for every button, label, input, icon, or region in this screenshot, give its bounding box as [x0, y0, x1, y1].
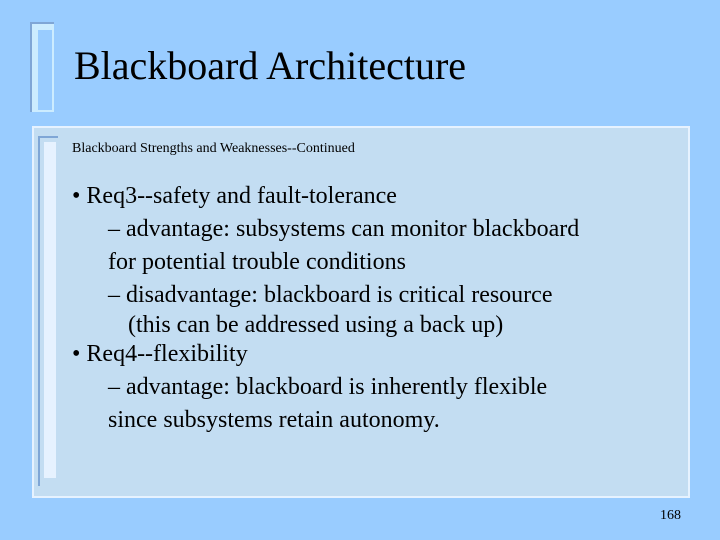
slide-subtitle: Blackboard Strengths and Weaknesses--Continued	[72, 141, 355, 156]
slide-title: Blackboard Architecture	[74, 43, 467, 88]
req3-disadvantage-line-1: – disadvantage: blackboard is critical resource	[108, 282, 553, 308]
slide-body	[72, 180, 672, 437]
page-number: 168	[660, 508, 681, 523]
req4-advantage-line-1: – advantage: blackboard is inherently flexible	[108, 374, 548, 400]
title-accent-bar	[30, 22, 54, 112]
bullet-req3: • Req3--safety and fault-tolerance	[72, 183, 397, 209]
req3-advantage-line-1: – advantage: subsystems can monitor blackboard	[108, 216, 580, 242]
req3-advantage-line-2: for potential trouble conditions	[108, 249, 406, 275]
panel-accent-bar	[38, 136, 58, 486]
req3-disadvantage-line-2: (this can be addressed using a back up)	[128, 312, 504, 338]
req4-advantage-line-2: since subsystems retain autonomy.	[108, 407, 440, 433]
bullet-req4: • Req4--flexibility	[72, 341, 248, 367]
